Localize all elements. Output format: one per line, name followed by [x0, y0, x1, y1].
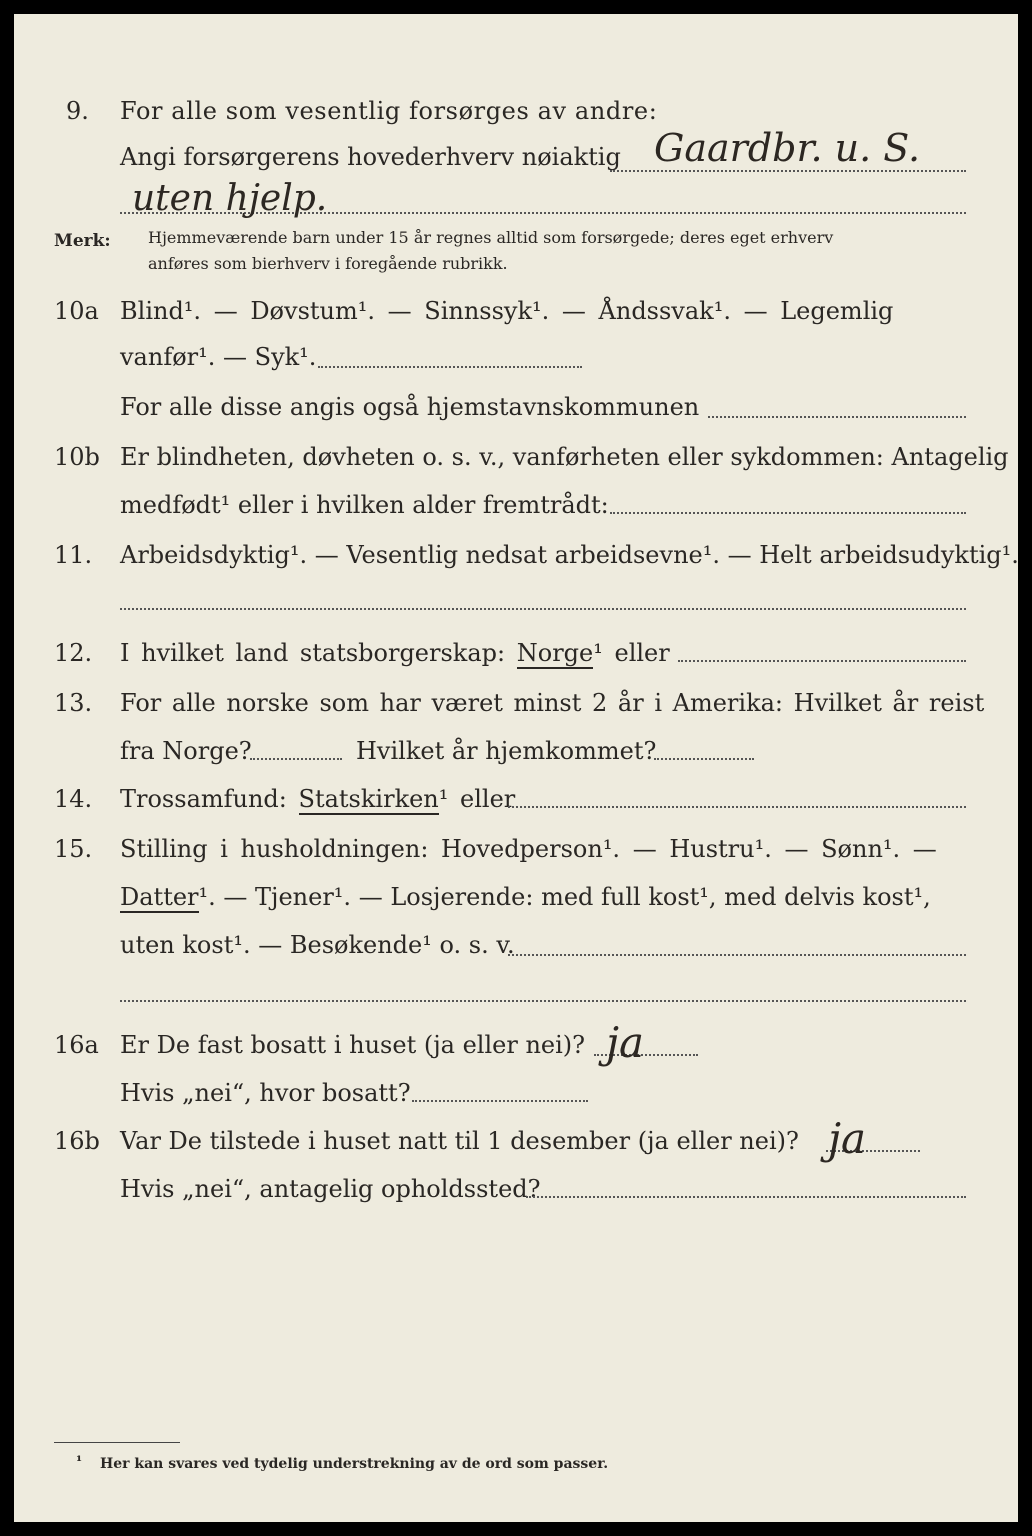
q12-answer-line[interactable]	[678, 660, 966, 662]
q16b-opholdssted-line[interactable]	[526, 1196, 966, 1198]
q10a-line3: For alle disse angis også hjemstavnskommunen	[120, 393, 700, 421]
q9-number: 9.	[66, 97, 89, 125]
q12-text-post: ¹ eller	[593, 639, 670, 667]
q11-number: 11.	[54, 541, 93, 569]
q10a-line1: Blind¹. — Døvstum¹. — Sinnssyk¹. — Åndssvak¹. — Legemlig	[120, 297, 894, 325]
merk-line1: Hjemmeværende barn under 15 år regnes alltid som forsørgede; deres eget erhverv	[148, 228, 834, 247]
q11-answer-line[interactable]	[120, 608, 966, 610]
q13-answer-reist[interactable]	[250, 758, 342, 760]
q11-line1: Arbeidsdyktig¹. — Vesentlig nedsat arbeidsevne¹. — Helt arbeidsudyktig¹.	[120, 541, 1019, 569]
q13-number: 13.	[54, 689, 93, 717]
q14-answer-line[interactable]	[508, 806, 966, 808]
q16a-line1: Er De fast bosatt i huset (ja eller nei)?	[120, 1031, 586, 1059]
q12-text: I hvilket land statsborgerskap:	[120, 639, 506, 667]
q10b-answer-line[interactable]	[610, 512, 966, 514]
q14-underlined-statskirken: Statskirken	[298, 785, 439, 813]
q16b-handwritten-answer: ja	[828, 1114, 867, 1163]
q12-number: 12.	[54, 639, 93, 667]
q15-number: 15.	[54, 835, 93, 863]
q10a-line2: vanfør¹. — Syk¹.	[120, 343, 317, 371]
q10a-answer-line2[interactable]	[708, 416, 966, 418]
footnote-mark: ¹	[76, 1454, 83, 1470]
q15-answer-line2[interactable]	[120, 1000, 966, 1002]
q10b-number: 10b	[54, 443, 100, 471]
q15-underlined-datter: Datter	[120, 883, 199, 911]
q16a-line2: Hvis „nei“, hvor bosatt?	[120, 1079, 411, 1107]
q13-line1: For alle norske som har været minst 2 år i Amerika: Hvilket år reist	[120, 689, 985, 717]
q16b-number: 16b	[54, 1127, 100, 1155]
q16a-bosatt-line[interactable]	[412, 1100, 588, 1102]
q14-text-post: ¹ eller	[438, 785, 516, 813]
q14-number: 14.	[54, 785, 93, 813]
footnote-text: Her kan svares ved tydelig understrekning av de ord som passer.	[100, 1456, 609, 1472]
q15-answer-line1[interactable]	[508, 954, 966, 956]
q16a-number: 16a	[54, 1031, 99, 1059]
q15-line2: ¹. — Tjener¹. — Losjerende: med full kost¹, med delvis kost¹,	[198, 883, 931, 911]
q16b-line2: Hvis „nei“, antagelig opholdssted?	[120, 1175, 541, 1203]
q16b-line1: Var De tilstede i huset natt til 1 desember (ja eller nei)?	[120, 1127, 799, 1155]
merk-label: Merk:	[54, 231, 111, 251]
q9-handwritten-answer2: uten hjelp.	[132, 178, 328, 219]
census-form-page	[14, 14, 1018, 1522]
q10a-number: 10a	[54, 297, 99, 325]
q13-line2b: Hvilket år hjemkommet?	[356, 737, 657, 765]
q9-answer-line1[interactable]	[610, 170, 966, 172]
q10a-answer-line1[interactable]	[318, 366, 582, 368]
q13-answer-hjemkommet[interactable]	[654, 758, 754, 760]
q15-line1: Stilling i husholdningen: Hovedperson¹. — Hustru¹. — Sønn¹. —	[120, 835, 937, 863]
q14-text: Trossamfund:	[120, 785, 287, 813]
q9-question-line1: For alle som vesentlig forsørges av andre:	[120, 97, 658, 125]
q9-question-line2: Angi forsørgerens hovederhverv nøiaktig	[120, 143, 621, 171]
q10b-line1: Er blindheten, døvheten o. s. v., vanførheten eller sykdommen: Antagelig	[120, 443, 1009, 471]
q9-handwritten-answer1: Gaardbr. u. S.	[654, 126, 921, 170]
q16a-handwritten-answer: ja	[606, 1018, 645, 1067]
q10b-line2: medfødt¹ eller i hvilken alder fremtrådt:	[120, 491, 609, 519]
q13-line2a: fra Norge?	[120, 737, 252, 765]
merk-line2: anføres som bierhverv i foregående rubrikk.	[148, 254, 508, 273]
q12-underlined-norge: Norge	[516, 639, 594, 667]
footnote-rule	[54, 1442, 180, 1443]
q15-line3: uten kost¹. — Besøkende¹ o. s. v.	[120, 931, 515, 959]
